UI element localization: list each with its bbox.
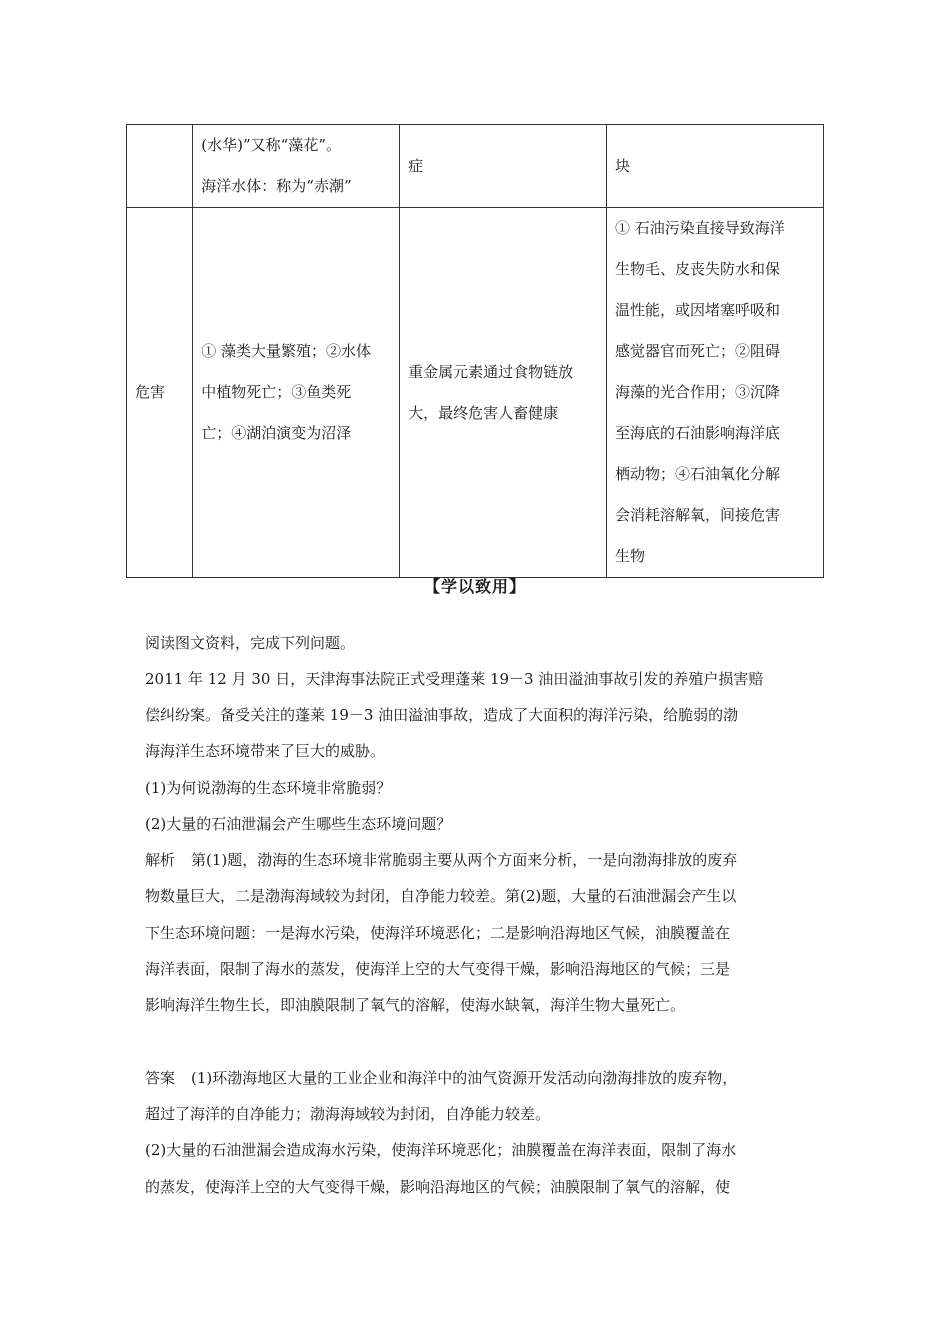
answer-line: 的蒸发，使海洋上空的大气变得干燥，影响沿海地区的气候；油膜限制了氧气的溶解，使 [145, 1178, 731, 1196]
passage-line: 偿纠纷案。备受关注的蓬莱 19－3 油田溢油事故，造成了大面积的海洋污染，给脆弱的渤 [145, 706, 739, 724]
table-cell [127, 125, 193, 208]
cell-line: 至海底的石油影响海洋底 [615, 424, 781, 442]
intro-text: 阅读图文资料，完成下列问题。 [145, 634, 356, 652]
table-row [127, 208, 824, 578]
cell-line: 重金属元素通过食物链放 [408, 362, 574, 381]
analysis-line [145, 844, 811, 876]
cell-line: 生物毛、皮丧失防水和保 [615, 260, 781, 278]
analysis-line: 下生态环境问题：一是海水污染，使海洋环境恶化；二是影响沿海地区气候，油膜覆盖在 [145, 924, 731, 942]
table-cell [607, 208, 824, 578]
cell-line: ① 石油污染直接导致海洋 [615, 219, 785, 237]
cell-line: 亡；④湖泊演变为沼泽 [201, 424, 352, 442]
passage-line: 海海洋生态环境带来了巨大的威胁。 [145, 742, 386, 760]
answer-line: (2)大量的石油泄漏会造成海水污染，使海洋环境恶化；油膜覆盖在海洋表面，限制了海水 [145, 1141, 737, 1159]
table-row [127, 125, 824, 208]
answer-label: 答案 [145, 1069, 176, 1087]
question-1: (1)为何说渤海的生态环境非常脆弱？ [145, 779, 392, 797]
answer-line: 超过了海洋的自净能力；渤海海域较为封闭，自净能力较差。 [145, 1105, 551, 1123]
answer-text: (1)环渤海地区大量的工业企业和海洋中的油气资源开发活动向渤海排放的废弃物， [191, 1069, 738, 1087]
table-cell [193, 125, 400, 208]
analysis-line: 海洋表面，限制了海水的蒸发，使海洋上空的大气变得干燥，影响沿海地区的气候；三是 [145, 960, 731, 978]
analysis-line: 影响海洋生物生长，即油膜限制了氧气的溶解，使海水缺氧，海洋生物大量死亡。 [145, 996, 686, 1014]
cell-line: 感觉器官而死亡；②阻碍 [615, 342, 781, 360]
table-cell [400, 208, 607, 578]
cell-line: ① 藻类大量繁殖；②水体 [201, 342, 372, 360]
question-2: (2)大量的石油泄漏会产生哪些生态环境问题？ [145, 815, 452, 833]
table-row-header: 危害 [127, 208, 193, 578]
cell-line: 栖动物；④石油氧化分解 [615, 465, 781, 483]
comparison-table [126, 124, 824, 578]
analysis-label: 解析 [145, 851, 176, 869]
cell-line: 海洋水体：称为“赤潮” [201, 177, 352, 195]
analysis-text: 第(1)题，渤海的生态环境非常脆弱主要从两个方面来分析，一是向渤海排放的废弃 [191, 851, 738, 869]
cell-line: (水华)”又称“藻花”。 [201, 136, 341, 154]
cell-line: 海藻的光合作用；③沉降 [615, 383, 781, 401]
table-cell: 症 [400, 125, 607, 208]
cell-line: 温性能，或因堵塞呼吸和 [615, 301, 781, 319]
table-cell: 块 [607, 125, 824, 208]
table-cell [193, 208, 400, 578]
cell-line: 大，最终危害人畜健康 [408, 403, 559, 422]
passage-line: 2011 年 12 月 30 日，天津海事法院正式受理蓬莱 19－3 油田溢油事故引发的养殖户损害赔 [145, 670, 764, 688]
analysis-line: 物数量巨大，二是渤海海域较为封闭，自净能力较差。第(2)题，大量的石油泄漏会产生以 [145, 887, 737, 905]
section-title: 【学以致用】 [423, 577, 526, 596]
cell-line: 中植物死亡；③鱼类死 [201, 383, 352, 401]
answer-line [145, 1062, 811, 1094]
cell-line: 生物 [615, 547, 646, 565]
cell-line: 会消耗溶解氧，间接危害 [615, 506, 781, 524]
